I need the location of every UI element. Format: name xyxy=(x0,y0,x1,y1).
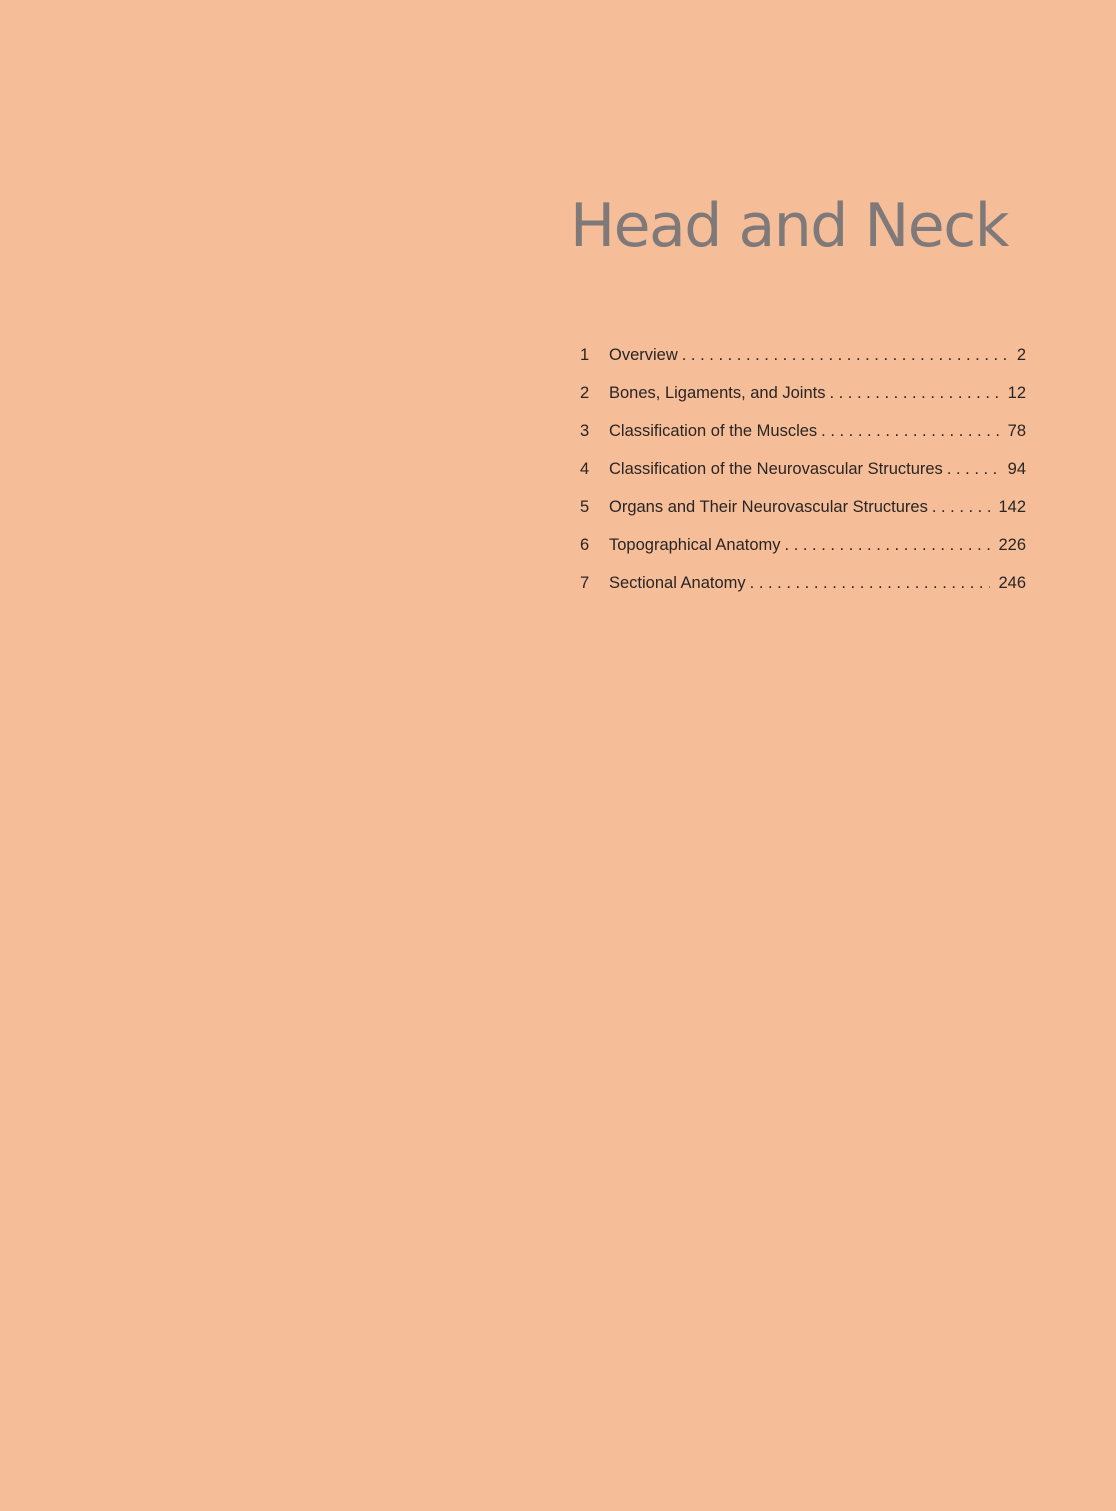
page-number: 2 xyxy=(1016,346,1026,364)
toc-entry-2[interactable] xyxy=(574,374,1026,412)
toc-entry-4[interactable] xyxy=(574,450,1026,488)
chapter-number: 2 xyxy=(580,384,590,402)
chapter-title: Topographical Anatomy xyxy=(609,536,781,554)
toc-entry-6[interactable] xyxy=(574,526,1026,564)
dot-leader xyxy=(750,564,991,602)
chapter-number: 3 xyxy=(580,422,590,440)
table-of-contents xyxy=(574,336,1026,602)
chapter-number: 5 xyxy=(580,498,590,516)
dot-leader xyxy=(829,374,999,412)
dot-leader xyxy=(682,336,1009,374)
chapter-title: Organs and Their Neurovascular Structures xyxy=(609,498,928,516)
chapter-title: Bones, Ligaments, and Joints xyxy=(609,384,826,402)
page-number: 78 xyxy=(1007,422,1026,440)
chapter-number: 6 xyxy=(580,536,590,554)
dot-leader xyxy=(785,526,991,564)
chapter-title: Classification of the Neurovascular Structures xyxy=(609,460,943,478)
page-number: 142 xyxy=(998,498,1026,516)
chapter-number: 1 xyxy=(580,346,590,364)
page-number: 94 xyxy=(1007,460,1026,478)
chapter-title: Overview xyxy=(609,346,678,364)
toc-entry-5[interactable] xyxy=(574,488,1026,526)
toc-entry-7[interactable] xyxy=(574,564,1026,602)
dot-leader xyxy=(947,450,1000,488)
chapter-number: 4 xyxy=(580,460,590,478)
page-number: 12 xyxy=(1007,384,1026,402)
page-number: 246 xyxy=(998,574,1026,592)
dot-leader xyxy=(821,412,999,450)
chapter-number: 7 xyxy=(580,574,590,592)
chapter-title: Classification of the Muscles xyxy=(609,422,818,440)
page-number: 226 xyxy=(998,536,1026,554)
toc-entry-3[interactable] xyxy=(574,412,1026,450)
dot-leader xyxy=(932,488,991,526)
chapter-title: Sectional Anatomy xyxy=(609,574,746,592)
section-title: Head and Neck xyxy=(570,191,1008,261)
toc-entry-1[interactable] xyxy=(574,336,1026,374)
